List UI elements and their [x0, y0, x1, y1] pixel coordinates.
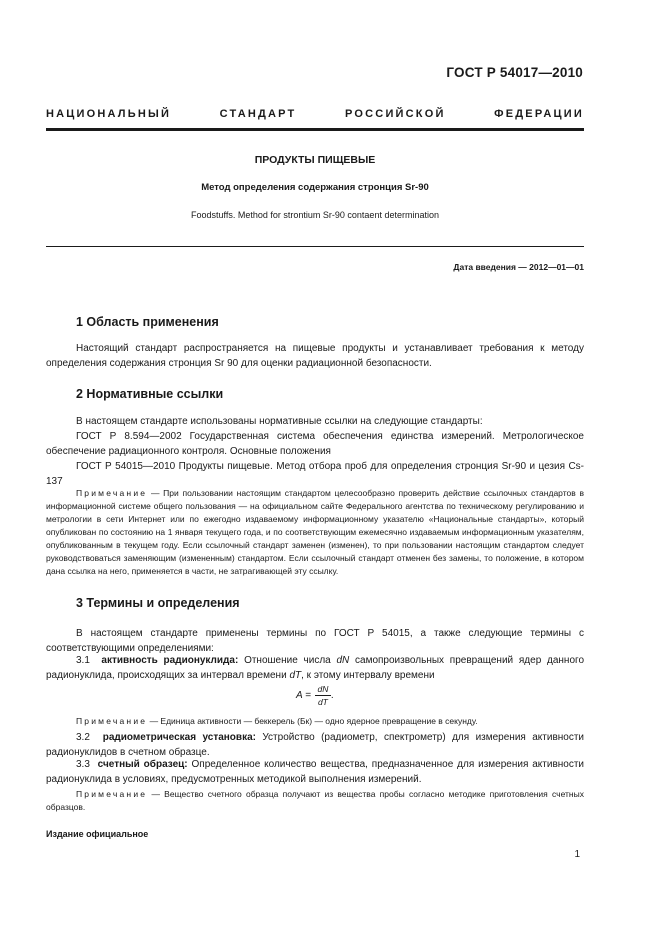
term-3-note: Примечание — Вещество счетного образца получают из вещества пробы согласно методике приготовления счетных образцов. [46, 789, 584, 812]
document-title: ПРОДУКТЫ ПИЩЕВЫЕ [254, 154, 376, 166]
standard-number: ГОСТ Р 54017—2010 [446, 65, 583, 80]
section-2-intro: В настоящем стандарте использованы нормативные ссылки на следующие стандарты: [76, 416, 483, 427]
formula-numerator: dN [317, 684, 329, 694]
section-2-heading: 2 Нормативные ссылки [76, 387, 224, 401]
edition-label: Издание официальное [46, 829, 149, 839]
section-3-heading: 3 Термины и определения [76, 596, 240, 610]
term-1-note: Примечание — Единица активности — беккерель (Бк) — одно ядерное превращение в секунду. [76, 716, 478, 726]
banner-word: СТАНДАРТ [219, 108, 297, 120]
fraction-bar [315, 695, 331, 696]
section-3-intro: В настоящем стандарте применены термины по ГОСТ Р 54015, а также следующие термины с соответствующими определениями: [46, 628, 584, 654]
reference-2: ГОСТ Р 54015—2010 Продукты пищевые. Метод отбора проб для определения стронция Sr-90 и цезия Cs-137 [46, 461, 584, 487]
section-1-text: Настоящий стандарт распространяется на пищевые продукты и устанавливает требования к методу определения содержания стронция Sr 90 для оценки радиационной безопасности. [46, 343, 584, 369]
title-rule [46, 246, 584, 247]
document-subtitle: Метод определения содержания стронция Sr-90 [201, 182, 429, 193]
banner-word: РОССИЙСКОЙ [345, 108, 446, 120]
national-standard-banner [46, 108, 584, 120]
banner-word: ФЕДЕРАЦИИ [494, 108, 584, 120]
reference-1: ГОСТ Р 8.594—2002 Государственная система обеспечения единства измерений. Метрологическое обеспечение радиационного контроля. Основные положения [46, 431, 584, 457]
page-number: 1 [574, 849, 580, 860]
section-1-heading: 1 Область применения [76, 315, 219, 329]
term-2: 3.2 радиометрическая установка: Устройство (радиометр, спектрометр) для измерения активности радионуклидов в счетном образце. [46, 732, 585, 758]
activity-formula [296, 684, 334, 707]
formula-fraction [315, 684, 331, 707]
banner-word: НАЦИОНАЛЬНЫЙ [46, 108, 172, 120]
formula-denominator: dT [317, 697, 328, 707]
english-title: Foodstuffs. Method for strontium Sr-90 contaent determination [191, 210, 439, 220]
section-2-note: Примечание — При пользовании настоящим стандартом целесообразно проверить действие ссылочных стандартов в информационной системе общего пользования — на официальном сайте Федерального агентства по техническому регулированию и метрологии в сети Интернет или по ежегодно издаваемому информационному указателю «Национальные стандарты», который опубликован по состоянию на 1 января текущего года, и по соответствующим ежемесячно издаваемым информационным указателям, опубликованным в текущем году. Если ссылочный стандарт заменен (изменен), то при пользовании настоящим стандартом следует руководствоваться заменяющим (измененным) стандартом. Если ссылочный стандарт отменен без замены, то положение, в котором дана ссылка на него, применяется в части, не затрагивающей эту ссылку. [46, 488, 584, 576]
formula-lhs: A = [296, 690, 311, 701]
term-3: 3.3 счетный образец: Определенное количество вещества, предназначенное для измерения активности радионуклида в условиях, предусмотренных методикой выполнения измерений. [46, 759, 585, 785]
term-1: 3.1 активность радионуклида: Отношение числа dN самопроизвольных превращений ядер данного радионуклида, происходящих за интервал времени dT, к этому интервалу времени [46, 655, 584, 681]
formula-end: . [330, 690, 334, 701]
intro-date: Дата введения — 2012—01—01 [453, 262, 584, 272]
header-rule [46, 128, 584, 131]
